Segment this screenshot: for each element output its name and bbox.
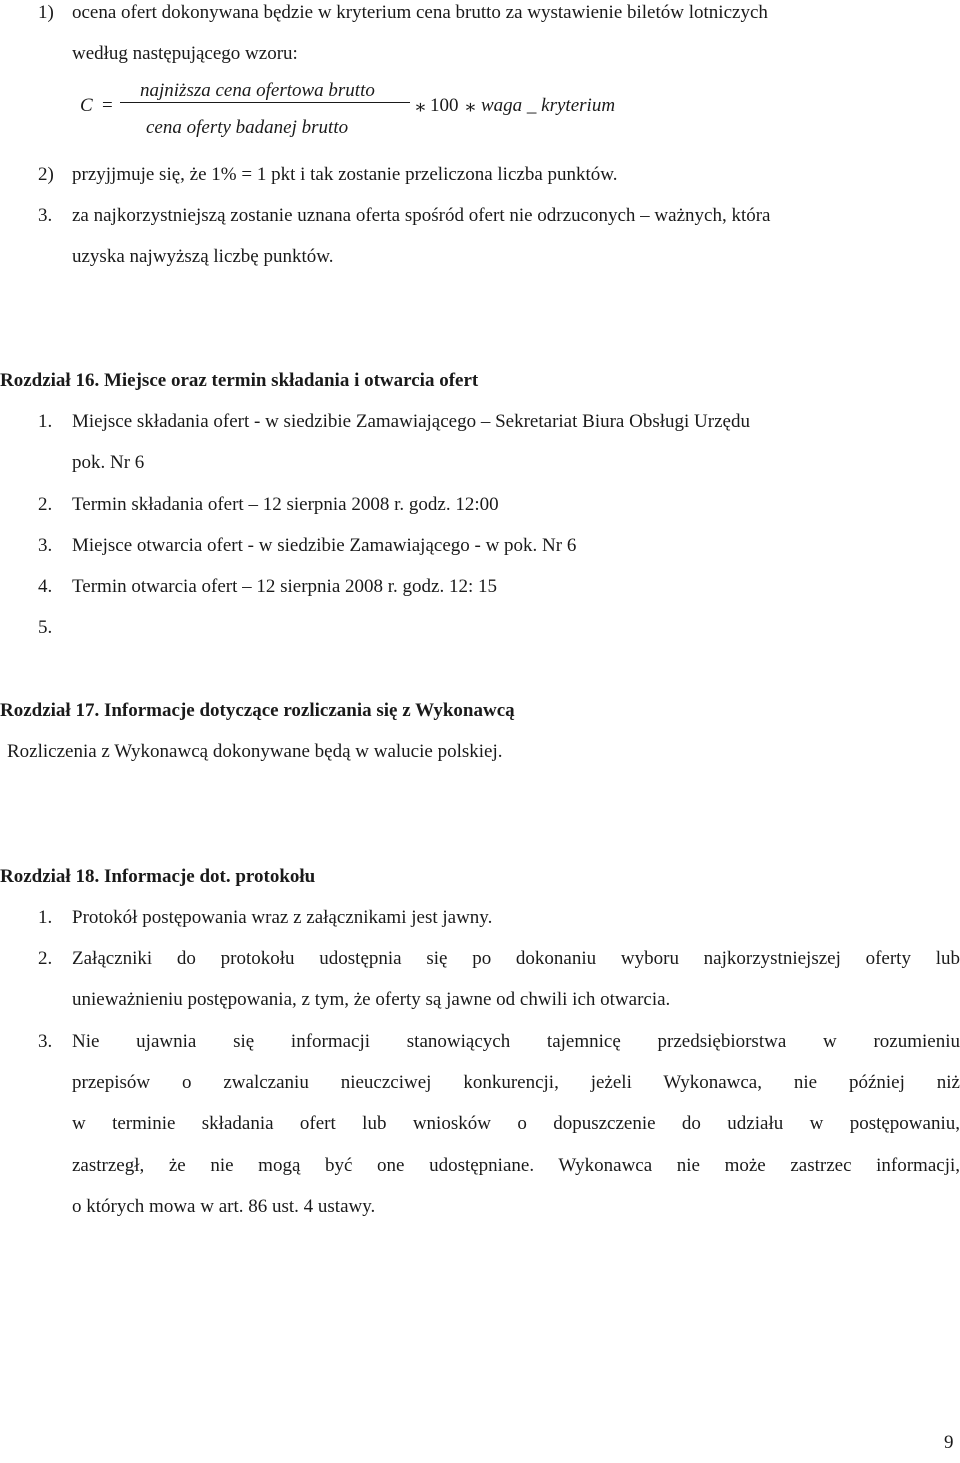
item-number: 3.	[38, 1031, 53, 1052]
paragraph-line: o których mowa w art. 86 ust. 4 ustawy.	[72, 1196, 376, 1217]
paragraph-line: pok. Nr 6	[72, 452, 145, 473]
paragraph-line: ocena ofert dokonywana będzie w kryterium cena brutto za wystawienie biletów lotniczych	[72, 2, 768, 23]
item-number: 3.	[38, 535, 53, 556]
item-number: 3.	[38, 205, 53, 226]
formula-denominator: cena oferty badanej brutto	[146, 117, 349, 138]
paragraph-line: unieważnieniu postępowania, z tym, że oferty są jawne od chwili ich otwarcia.	[72, 989, 671, 1010]
paragraph-line: Miejsce otwarcia ofert - w siedzibie Zamawiającego - w pok. Nr 6	[72, 535, 577, 556]
formula-equals: =	[102, 95, 113, 116]
paragraph-line: przyjjmuje się, że 1% = 1 pkt i tak zostanie przeliczona liczba punktów.	[72, 164, 618, 185]
fraction-bar	[120, 102, 410, 103]
item-number: 1.	[38, 907, 53, 928]
paragraph-line: Protokół postępowania wraz z załącznikami jest jawny.	[72, 907, 493, 928]
item-number: 2.	[38, 948, 53, 969]
section-heading: Rozdział 17. Informacje dotyczące rozliczania się z Wykonawcą	[0, 700, 515, 721]
paragraph-line: Termin otwarcia ofert – 12 sierpnia 2008 r. godz. 12: 15	[72, 576, 498, 597]
page-number: 9	[944, 1432, 954, 1453]
formula-rhs-tail: waga _ kryterium	[481, 95, 616, 116]
paragraph-line-justified: Załączniki do protokołu udostępnia się po dokonaniu wyboru najkorzystniejszej oferty lub	[72, 948, 960, 969]
paragraph-line-justified: w terminie składania ofert lub wniosków o dopuszczenie do udziału w postępowaniu,	[72, 1113, 960, 1134]
multiply-star-icon: ∗	[464, 97, 477, 118]
paragraph-line: według następującego wzoru:	[72, 43, 298, 64]
multiply-star-icon: ∗	[414, 97, 427, 118]
formula-numerator: najniższa cena ofertowa brutto	[140, 80, 375, 101]
item-number: 2)	[38, 164, 54, 185]
section-heading: Rozdział 18. Informacje dot. protokołu	[0, 866, 316, 887]
paragraph-line: Miejsce składania ofert - w siedzibie Zamawiającego – Sekretariat Biura Obsługi Urzędu	[72, 411, 750, 432]
paragraph-line-justified: Nie ujawnia się informacji stanowiących tajemnicę przedsiębiorstwa w rozumieniu	[72, 1031, 960, 1052]
paragraph-line: Rozliczenia z Wykonawcą dokonywane będą w walucie polskiej.	[7, 741, 503, 762]
paragraph-line: za najkorzystniejszą zostanie uznana oferta spośród ofert nie odrzuconych – ważnych, która	[72, 205, 771, 226]
paragraph-line: Termin składania ofert – 12 sierpnia 2008 r. godz. 12:00	[72, 494, 499, 515]
formula-lhs: C	[80, 95, 93, 116]
item-number: 5.	[38, 617, 53, 638]
item-number: 4.	[38, 576, 53, 597]
section-heading: Rozdział 16. Miejsce oraz termin składania i otwarcia ofert	[0, 370, 479, 391]
paragraph-line-justified: zastrzegł, że nie mogą być one udostępniane. Wykonawca nie może zastrzec informacji,	[72, 1155, 960, 1176]
paragraph-line: uzyska najwyższą liczbę punktów.	[72, 246, 334, 267]
formula-rhs: 100	[430, 95, 459, 116]
paragraph-line-justified: przepisów o zwalczaniu nieuczciwej konkurencji, jeżeli Wykonawca, nie później niż	[72, 1072, 960, 1093]
item-number: 1)	[38, 2, 54, 23]
item-number: 2.	[38, 494, 53, 515]
item-number: 1.	[38, 411, 53, 432]
